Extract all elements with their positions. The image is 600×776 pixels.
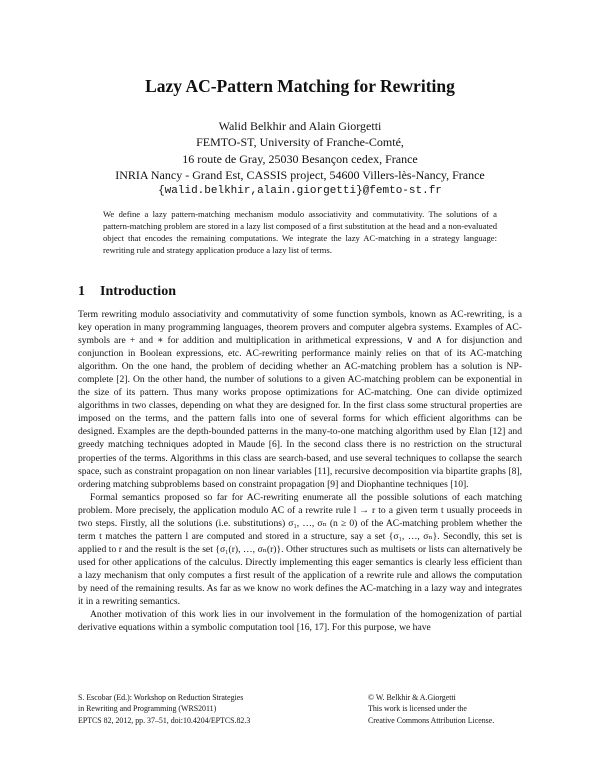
footer-license	[368, 692, 528, 726]
paper-title: Lazy AC-Pattern Matching for Rewriting	[145, 76, 455, 96]
footer-citation-line-2: in Rewriting and Programming (WRS2011)	[78, 704, 217, 714]
author-block	[0, 118, 600, 199]
footer-license-line-1: This work is licensed under the	[368, 704, 467, 714]
author-email: {walid.belkhir,alain.giorgetti}@femto-st.fr	[158, 185, 442, 198]
paragraph-1: Term rewriting modulo associativity and commutativity of some function symbols, known as AC-rewriting, is a key operation in many programming languages, theorem provers and computer algebra systems. Examples of AC-symbols are + and ∗ for addition and multiplication in arithmetical expressions, ∨ and ∧ for disjunction and conjunction in Boolean expressions, etc. AC-rewriting performance mainly relies on that of its AC-matching algorithm. On the one hand, the problem of deciding whether an AC-matching problem has a solution is NP-complete [2]. On the other hand, the number of solutions to a given AC-matching problem can be exponential in the size of its pattern. Thus many works propose optimizations for AC-matching. One can divide optimized algorithms in two classes, depending on what they are designed for. In the first class some structural properties are imposed on the terms, and the pattern falls into one of several forms for which efficient algorithms can be designed. Examples are the depth-bounded patterns in the many-to-one matching algorithm used by Elan [12] and greedy matching techniques adopted in Maude [6]. In the second class there is no restriction on the structural properties of the terms. Algorithms in this class are search-based, and use several techniques to collapse the search space, such as constraint propagation on non linear variables [11], recursive decomposition via bipartite graphs [8], ordering matching subproblems based on constraint propagation [9] and Diophantine techniques [10].	[78, 309, 522, 490]
section-number: 1	[78, 284, 85, 299]
footer-citation-line-1: S. Escobar (Ed.): Workshop on Reduction Strategies	[78, 693, 244, 702]
author-names: Walid Belkhir and Alain Giorgetti	[218, 119, 382, 133]
affiliation-address: 16 route de Gray, 25030 Besançon cedex, France	[182, 151, 418, 166]
section-title: Introduction	[100, 284, 176, 299]
footer-citation-line-3: EPTCS 82, 2012, pp. 37–51, doi:10.4204/EPTCS.82.3	[78, 715, 251, 725]
footer-copyright: © W. Belkhir & A.Giorgetti	[368, 693, 456, 702]
footer-citation	[78, 692, 338, 726]
affiliation-1: FEMTO-ST, University of Franche-Comté,	[196, 135, 404, 150]
section-heading	[78, 284, 176, 300]
footer-license-line-2: Creative Commons Attribution License.	[368, 715, 495, 725]
paragraph-3: Another motivation of this work lies in our involvement in the formulation of the homogenization of partial derivative equations within a symbolic computation tool [16, 17]. For this purpose, we have	[78, 609, 522, 634]
abstract: We define a lazy pattern-matching mechanism modulo associativity and commutativity. The solutions of a pattern-matching problem are stored in a lazy list composed of a first substitution at the head and a non-evaluated object that encodes the remaining computations. We integrate the lazy AC-matching in a strategy language: rewriting rule and strategy application produce a lazy list of terms.	[103, 209, 497, 255]
section-body	[78, 308, 522, 634]
paragraph-2: Formal semantics proposed so far for AC-rewriting enumerate all the possible solutions of each matching problem. More precisely, the application modulo AC of a rewrite rule l → r to a given term t usually proceeds in two steps. Firstly, all the solutions (i.e. substitutions) σ₁, …, σₙ (n ≥ 0) of the AC-matching problem whether the term t matches the pattern l are computed and stored in a structure, say a set {σ₁, …, σₙ}. Secondly, this set is applied to r and the result is the set {σ₁(r), …, σₙ(r)}. Other structures such as multisets or lists can alternatively be used for other applications of the calculus. Directly implementing this eager semantics is clearly less efficient than a lazy mechanism that only computes a first result of the application of a rewrite rule and allows the computation by need of the remaining results. As far as we know no work defines the AC-matching in a lazy way and integrates it in a rewriting semantics.	[78, 491, 522, 608]
affiliation-2: INRIA Nancy - Grand Est, CASSIS project, 54600 Villers-lès-Nancy, France	[115, 167, 485, 182]
